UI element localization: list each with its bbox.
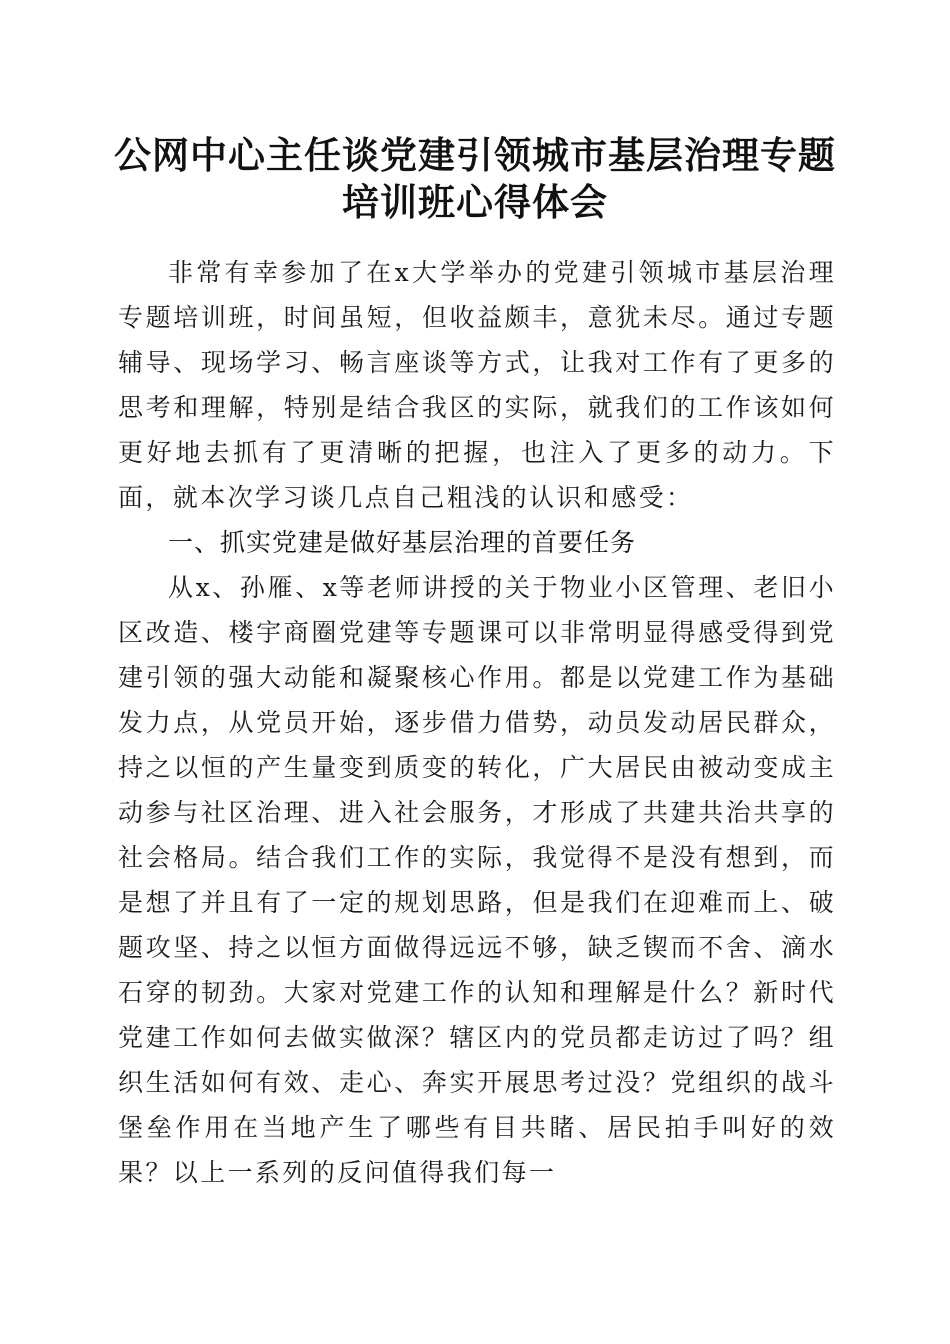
section-1-paragraph: 从x、孙雁、x等老师讲授的关于物业小区管理、老旧小区改造、楼宇商圈党建等专题课可以非常明显得感受得到党建引领的强大动能和凝聚核心作用。都是以党建工作为基础发力点，从党员开始，逐步借力借势，动员发动居民群众，持之以恒的产生量变到质变的转化，广大居民由被动变成主动参与社区治理、进入社会服务，才形成了共建共治共享的社会格局。结合我们工作的实际，我觉得不是没有想到，而是想了并且有了一定的规划思路，但是我们在迎难而上、破题攻坚、持之以恒方面做得远远不够，缺乏锲而不舍、滴水石穿的韧劲。大家对党建工作的认知和理解是什么？新时代党建工作如何去做实做深？辖区内的党员都走访过了吗？组织生活如何有效、走心、奔实开展思考过没？党组织的战斗堡垒作用在当地产生了哪些有目共睹、居民拍手叫好的效果？以上一系列的反问值得我们每一 (118, 573, 836, 1187)
section-heading-1: 一、抓实党建是做好基层治理的首要任务 (168, 528, 637, 557)
intro-paragraph: 非常有幸参加了在x大学举办的党建引领城市基层治理专题培训班，时间虽短，但收益颇丰，意犹未尽。通过专题辅导、现场学习、畅言座谈等方式，让我对工作有了更多的思考和理解，特别是结合我区的实际，就我们的工作该如何更好地去抓有了更清晰的把握，也注入了更多的动力。下面，就本次学习谈几点自己粗浅的认识和感受： (118, 258, 836, 512)
document-body (118, 250, 836, 1195)
document-title: 公网中心主任谈党建引领城市基层治理专题培训班心得体会 (114, 133, 836, 224)
